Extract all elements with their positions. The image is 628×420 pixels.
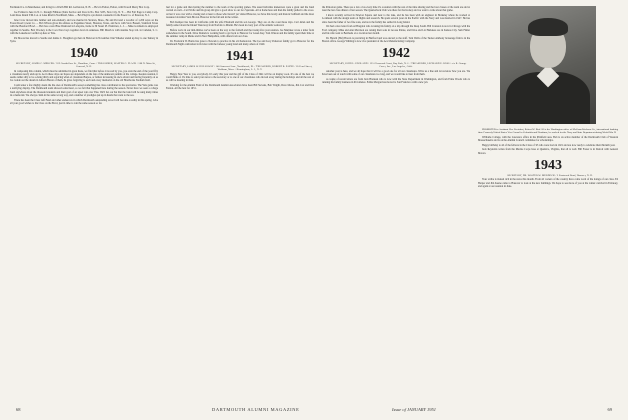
magazine-title: DARTMOUTH ALUMNI MAGAZINE xyxy=(212,407,300,412)
photo-caption: PROMOTED to Assistant Vice President, Robert W. Bird '41 is the Washington office of McCann-Erickson Co., international banking firm. Formerly United States Vice Consul in Colombia and Honduras, he worked for the Navy and State Department during World War II. xyxy=(478,128,618,135)
class-note-paragraph: A couple of recent letters are from Jack Brennan who is now with the State Department in Washington, and from Ernie Woods who is running his family business in Providence. Eddie Morgan has moved to San Francisco with a new job. xyxy=(322,77,470,84)
class-note-paragraph: Jane Crow moved into lumber and auto-industry and was married in Stratton, Mass., He and Pat tend a woodlot of 1,200 acres on the Forest Road Cowan Co. ... Bob Wilson gives his address as Esquimeu Street, Houston, Texas, and he is with Stow Bassett, Stamford Texas with the Hereford Bowl. ... Bob has a new Blue Diamond in Lafayette, home is 39 Stuart Pl. Plainview, L. I. ... Mike Goldstein is employed together in Seattle. Bob Woolsey is the Coca Nora boys together down in Arkansas. Bill Marsh is with Jeannie Stop Ltd. in Camden, S. C. with the Lakeshore Conflict up here at Yale. xyxy=(10,18,158,35)
class-note-paragraph: We had a nice letter from Al Bragdon who is taking his family on a trip through the Deep South. Bill Cranston is now in Chicago with the Ford company. Mike and Ann Morrison are raising their sons in Grosse Pointe, and Dave and Liz Harkness are in Kansas City. Sam Fisher and his wife went to Bermuda on a vacation last month. xyxy=(322,25,470,35)
class-note-paragraph: There has been the Class Gift Fund and other endeavors in which Dartmouth outstanding record will become a reality in this spring. Give all your good wishes to the Class on the Bowl, just in time to win the same season so far. xyxy=(10,98,158,105)
class-note-paragraph: Could enter a few mighty deeds the the ones of Dartmouth's season something has class contributed to the sportswire. The Yale game was a terrifying display. The Dartmouth team showed some heart, so we felt that happened here during the season. Never have we seen a college band anywhere about the thousand students and their goal of an upset win over Yale. We'll bet our hat that the band will be sung many times in a memorial. We always claim in the same wrong way, and a number of prodigies put up in hands that went to the sea. xyxy=(10,84,158,97)
class-secretary-info: SECRETARY, JAMES W. HOLLOWAY / 140 Somerset Lane, Northbrook, Ill. / TREASURER, ROBERT B. PAYNE / 65 Pearl Street, Waltham, Mass. / Birmingham, L. I., N. Y. xyxy=(171,65,313,72)
class-year-heading: 1941 xyxy=(226,49,254,65)
class-secretary-info: SECRETARY, JOHN L. ENGLAND / 135 Glenwood Court, Bay Park, N. J. / TREASURER, LEONARD E. ROSS / c/o R. Grange Cover, Inc., Los Angeles, Calif. xyxy=(329,62,467,69)
class-note-paragraph: the Princeton game. There are a few of us every time it's a reunion with the rest of the time sharing and the four classes of the team are and at least the last class dinner of last season. The Quarterback Club was there for the hockey and we want to write about that game. xyxy=(322,6,470,13)
class-secretary-info: SECRETARY, JAMES C. MERCER / 319 Goodfellow St., Hamilton, Conn. / TREASURER, WALTER G. FLACK / 188 N. Main St., Concord, N. H. xyxy=(16,62,156,69)
class-note-paragraph: Pat Moore has moved to Seattle and Jennie C. Houghton got hers in Hanover in November. Dan Wheeler ended up Kay to one Temery in Syria. xyxy=(10,36,158,43)
column-2 xyxy=(166,6,314,406)
class-note-paragraph: Another year is here, and we all hope that it will be a good one for all our classmates. Write us a line and let us know how you are. We have been out of touch with some of our classmates too long, and we would like to hear from them. xyxy=(322,69,470,76)
class-note-paragraph: Williams College, with the Lawrence office in the Pittsfield area. Bob is an active member of the Dartmouth Club of Western Massachusetts and is on the Alumni Council committee for scholarships. xyxy=(478,135,618,142)
class-note-paragraph: Ferdinand Co. in Manchester, and living in a Worth Hill Rd. Goffstown, N. H. ... He's in Fulton, Fulton, with Nowell Merry Box Corp. xyxy=(10,6,150,9)
class-note-paragraph: Joe Folmer is here in N. C. through Fillmore Nutts Service and lives in No. Box 3235, New City, N. Y. ... Hal Foll Page is Camp Corp. Land Rose Island Y.M.C.A. at Lake Rind in Northfield, Mass. ... Bev Pluyn's a probation counsellor in the Essex Co. of Paterson, N. J. xyxy=(10,10,158,17)
page-number-right: 69 xyxy=(607,407,612,412)
class-year-heading: 1940 xyxy=(70,46,98,62)
class-note-paragraph: Before we're in our mid-thirties we've been on the way to the fortieth and the twenty-five year reunion. Joe Martinez wrote a letter from somewhere in the South. Dave Daniels is working hard to get back to Hanover for Green Key. Tom Watson and his family spent their time at the summer camp in Maine and in New Hampshire, with others from our class. xyxy=(166,28,314,39)
class-secretary-info: SECRETARY, DR. WALTER W. MURDOCK / 2 Eastwood Road, Hanover, N. H. xyxy=(507,173,593,177)
page-number-left: 68 xyxy=(16,407,21,412)
class-note-paragraph: Working for the Alumni Fund of the Dartmouth Alumni Association have been Bill Stevens, Bob Wright, Dave Morse, Jim Cox and Don Fenton. All the best for 1951. xyxy=(166,84,314,91)
column-4 xyxy=(478,6,618,406)
class-note-paragraph: Dr. Frederick W. Burns has gone to Newark to practice in his old hometown. The Joe and Lucy Patterson family got to Hanover for the Dartmouth Night celebration in October with the famous young band and many others of 1940. xyxy=(166,39,314,47)
class-note-paragraph: Your scribe is indeed rich in the news this month. From all corners of the country have come word of the doings of our class. Ed Harper and Jim Keane came to Hanover to look at the new buildings. We hope to see more of you at the winter carnival in February, and again at our reunion in June. xyxy=(478,178,618,188)
issue-date: Issue of JANUARY 1951 xyxy=(392,407,437,412)
portrait-photo xyxy=(500,6,596,124)
class-note-paragraph: Happy birthday to all of the fellows in the Class of '43 who were born in 1921 and are now ready to celebrate their thirtieth year. xyxy=(482,143,616,147)
class-note-paragraph: feel for a game and then having the number to the team of the sporting games. The usual half-time maneuvers were a great and the band carried on well—Carl Wolfe and his group did give a good show to our two Spartans. All at home here and then the family pulled to the score. At last it was over with a closing and at least to those who haven't yet visited Hanover, we have this lovely and historic ballfield and the most treasured old-timer Vern Brown. Hanover in the fall and in the winter. xyxy=(166,6,314,19)
class-year-heading: 1943 xyxy=(534,157,562,173)
class-note-paragraph: Jack Reynolds writes from the Marine Corps base at Quantico, Virginia, that all is well. Bill Foster is in Detroit with General Motors. xyxy=(478,148,618,155)
class-note-paragraph: I know recently arrived in Newton Square and near to the lake, and he has been with an engineer in Berkeley where he worked at Lockheed with the design team on flights and research. He spent several years in the Pacific with the Navy and was married in 1947. He has since been the father of two fine sons, and now the family has settled in Long Island. xyxy=(322,13,470,24)
class-year-heading: 1942 xyxy=(382,46,410,62)
class-note-paragraph: Bob Kemper has been in California with his wife Elisabeth and his son George. They are on the coast these days. Carl Allen and his family sailed down the Inland Waterway from Norfolk to Miami. He's been in every port of the Atlantic seaboard. xyxy=(166,20,314,27)
class-note-paragraph: In composing this column, which must be submitted in great haste, we find that before it is read by you, you even the end of the year fifty a classmate nearly ends up in. As in these days our hopes are dependent on the fate of the unknown permits of the college. Keenan reunion, it seems rather silly to be a-doing thirty and rejoicing when of classmate Burpee, or fathers increasing in one's advent and having fraternity on as Jor. Guide out the dream in Gibson Haven of them, he gives forgiving to each and every memorial on the old Hawthorne Stadium field. xyxy=(10,69,158,83)
portrait-hair xyxy=(528,18,568,36)
column-1 xyxy=(10,6,158,406)
class-note-paragraph: Happy New Year to you, everybody. It's early this year and the gift of the Class of 1941 will be on display soon. It's one of the best we could think of. It's time to send your news to the secretary or to one of our classmates who moved away during the holidays and all the rest of us will be meeting in June. xyxy=(166,72,314,83)
column-3 xyxy=(322,6,470,406)
page-footer xyxy=(0,405,628,415)
class-note-paragraph: Dr. Harold (Hal) Brown is practicing in Hartford and was elected to the staff. Tom Wells of the Tucker Anthony brokerage firm is in the Boston office. George Whiting is now vice president of the Ace Manufacturing Company. xyxy=(322,36,470,43)
